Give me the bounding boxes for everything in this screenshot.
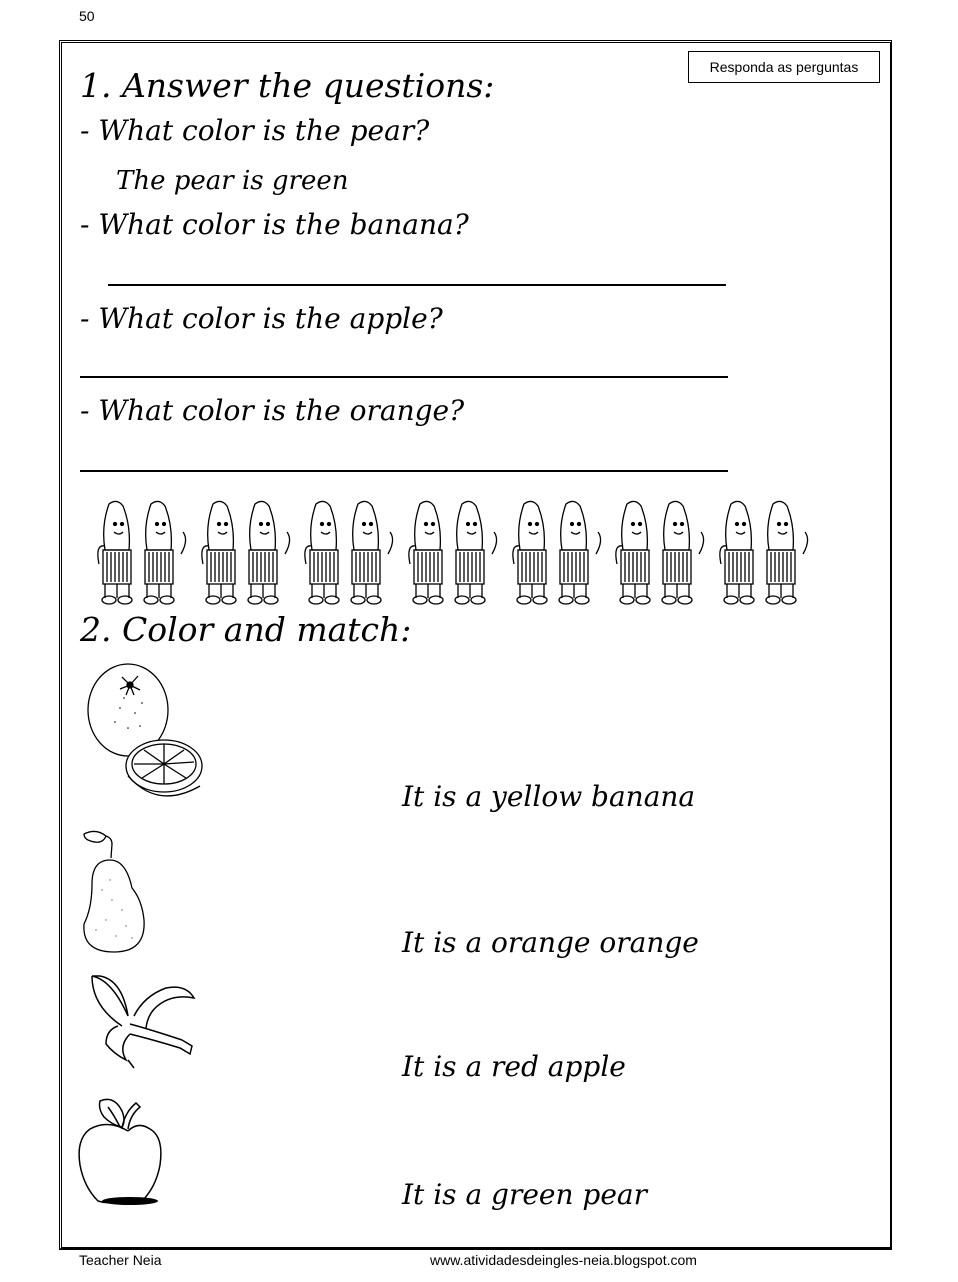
banana-characters-icon (95, 494, 191, 606)
answer-line-orange[interactable] (80, 470, 728, 472)
match-sentence-pear[interactable]: It is a green pear (402, 1178, 647, 1211)
match-sentence-banana[interactable]: It is a yellow banana (402, 780, 696, 813)
orange-icon[interactable] (80, 658, 204, 810)
pear-icon[interactable] (82, 830, 182, 955)
question-pear: - What color is the pear? (80, 114, 430, 147)
banana-characters-icon (406, 494, 502, 606)
section2-title: 2. Color and match: (80, 610, 412, 649)
bananas-in-pyjamas-strip (95, 494, 813, 606)
banana-icon[interactable] (88, 972, 198, 1070)
footer-website[interactable]: www.atividadesdeingles-neia.blogspot.com (430, 1252, 697, 1268)
footer-author: Teacher Neia (79, 1252, 162, 1268)
section1-title: 1. Answer the questions: (80, 66, 495, 105)
match-sentence-apple[interactable]: It is a red apple (402, 1050, 626, 1083)
match-sentence-orange[interactable]: It is a orange orange (402, 926, 699, 959)
banana-characters-icon (510, 494, 606, 606)
answer-line-apple[interactable] (80, 376, 728, 378)
question-banana: - What color is the banana? (80, 208, 469, 241)
banana-characters-icon (302, 494, 398, 606)
apple-icon[interactable] (78, 1095, 188, 1207)
banana-characters-icon (717, 494, 813, 606)
question-apple: - What color is the apple? (80, 302, 443, 335)
page-number: 50 (79, 8, 95, 24)
banana-characters-icon (613, 494, 709, 606)
instruction-box: Responda as perguntas (688, 51, 880, 83)
answer-pear: The pear is green (116, 166, 349, 196)
question-orange: - What color is the orange? (80, 394, 465, 427)
banana-characters-icon (199, 494, 295, 606)
answer-line-banana[interactable] (108, 284, 726, 286)
